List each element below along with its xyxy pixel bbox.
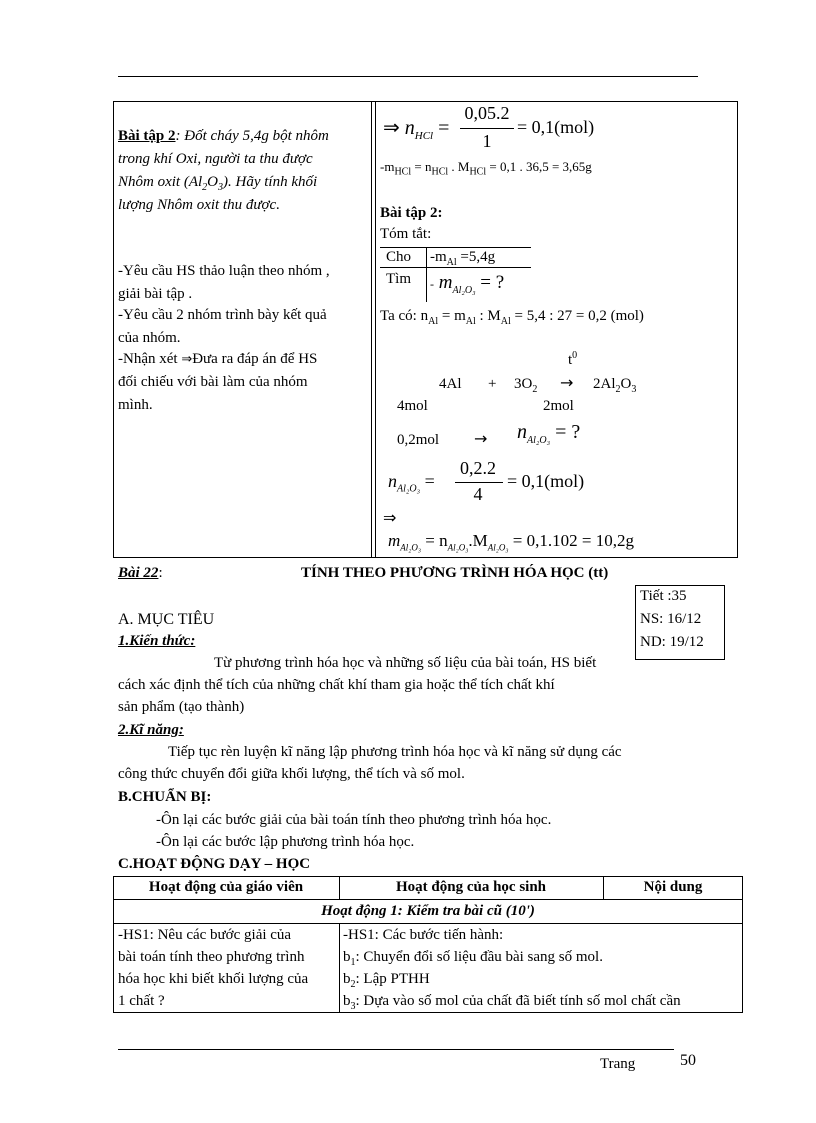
teacher-line-1b: giải bài tập . — [118, 286, 193, 302]
prep-line-2: -Ôn lại các bước lập phương trình hóa học. — [156, 834, 415, 850]
table-header-student: Hoạt động của học sinh — [395, 879, 547, 895]
eq-4al: 4Al — [439, 376, 462, 392]
student-line-b2: $b_2$: Lập PTHH — [343, 971, 430, 990]
skill-line-1: Tiếp tục rèn luyện kĩ năng lập phương trình hóa học và kĩ năng sử dụng các — [168, 744, 622, 760]
teacher-line-1a: -Yêu cầu HS thảo luận theo nhóm , — [118, 263, 330, 279]
taco-line: Ta có: $n_{Al} = m_{Al}$ : $M_{Al} = 5,4$ : 27 = 0,2 (mol) — [380, 308, 644, 327]
section-b: B.CHUẨN BỊ: — [118, 789, 212, 805]
info-nd: ND: 19/12 — [640, 634, 704, 650]
skill-line-2: công thức chuyển đổi giữa khối lượng, thể tích và số mol. — [118, 766, 465, 782]
summary-divider — [426, 247, 427, 302]
exercise-line-3: Nhôm oxit $(Al_2O_3)$. Hãy tính khối — [118, 174, 318, 193]
table-header-rule — [113, 899, 743, 900]
implies-icon: ⇒ — [181, 352, 193, 367]
exercise-box-divider — [371, 101, 372, 558]
lesson-title: TÍNH THEO PHƯƠNG TRÌNH HÓA HỌC (tt) — [301, 565, 609, 581]
section-c: C.HOẠT ĐỘNG DẠY – HỌC — [118, 856, 311, 872]
eq-plus: + — [488, 376, 497, 392]
exercise-line-4: lượng Nhôm oxit thu được. — [118, 197, 280, 213]
table-activity-rule — [113, 923, 743, 924]
t0-label: $t^0$ — [568, 350, 578, 368]
table-header-content: Nội dung — [643, 879, 703, 895]
teacher-q-line-1: -HS1: Nêu các bước giải của — [118, 927, 292, 943]
info-tiet: Tiết :35 — [640, 588, 687, 604]
fraction-1-denominator: 1 — [482, 131, 492, 151]
summary-title: Tóm tắt: — [380, 226, 432, 242]
ratio-arrow-icon: → — [474, 429, 488, 448]
tim-label: Tìm — [386, 271, 411, 287]
m-al2o3-final: $m_{Al_2O_3} = n_{Al_2O_3}.M_{Al_2O_3} = 0,1.102 = 10,2g$ — [388, 531, 634, 553]
activity-title: Hoạt động 1: Kiểm tra bài cũ (10') — [321, 903, 535, 919]
reaction-arrow-icon: → — [560, 373, 574, 392]
fraction-2-numerator: 0,2.2 — [460, 458, 496, 478]
teacher-line-3d: mình. — [118, 397, 153, 413]
teacher-line-2a: -Yêu cầu 2 nhóm trình bày kết quả — [118, 307, 327, 323]
teacher-q-line-2: bài toán tính theo phương trình — [118, 949, 305, 965]
info-ns: NS: 16/12 — [640, 611, 702, 627]
mol-2: 2mol — [543, 398, 574, 414]
section-1: 1.Kiến thức: — [118, 633, 196, 649]
exercise-label: Bài tập 2 — [118, 128, 176, 144]
student-line-1: -HS1: Các bước tiến hành: — [343, 927, 504, 943]
footer-page-label: Trang — [600, 1056, 636, 1072]
tim-value: - $m_{Al_2O_3}$ = ? — [430, 272, 505, 296]
mol-02: 0,2mol — [397, 432, 440, 448]
teacher-line-2b: của nhóm. — [118, 330, 181, 346]
fraction-2-denominator: 4 — [473, 484, 483, 504]
mass-hcl-line: $-m_{HCl} = n_{HCl}$ . $M_{HCl} = 0,1$ . 36,5 = 3,65g — [380, 159, 592, 178]
exercise-line-2: trong khí Oxi, người ta thu được — [118, 151, 313, 167]
teacher-line-3a: -Nhận xét ⇒Đưa ra đáp án để HS — [118, 351, 318, 367]
student-line-b3: $b_3$: Dựa vào số mol của chất đã biết tính số mol chất cần — [343, 993, 681, 1012]
nhcl-formula: ⇒ $n_{HCl}$ = — [383, 115, 450, 142]
lesson-label: Bài 22: — [118, 565, 163, 581]
fraction-1-bar — [460, 128, 514, 129]
header-rule — [118, 76, 698, 77]
eq-3o2: $3O_2$ — [514, 376, 538, 395]
table-header-teacher: Hoạt động của giáo viên — [148, 879, 304, 895]
cho-value: $-m_{Al} =5,4g$ — [430, 249, 496, 268]
fraction-2-result: = 0,1(mol) — [507, 471, 585, 491]
table-col-divider-1b — [339, 923, 340, 1013]
implies-icon: ⇒ — [383, 115, 400, 139]
n-al2o3-unknown: $n_{Al_2O_3}$ = ? — [517, 421, 581, 446]
teacher-line-3c: đối chiếu với bài làm của nhóm — [118, 374, 308, 390]
knowledge-line-1: Từ phương trình hóa học và những số liệu của bài toán, HS biết — [214, 655, 597, 671]
n-al2o3-label: $n_{Al_2O_3}$ = — [388, 471, 435, 495]
footer-page-number: 50 — [680, 1052, 696, 1069]
implies-icon-2: ⇒ — [383, 508, 397, 527]
section-2: 2.Kĩ năng: — [118, 722, 184, 738]
bt2-title: Bài tập 2: — [380, 205, 443, 221]
knowledge-line-2: cách xác định thể tích của những chất khí tham gia hoặc thể tích chất khí — [118, 677, 555, 693]
mol-4: 4mol — [397, 398, 428, 414]
fraction-2-bar — [455, 482, 503, 483]
eq-2al2o3: $2Al_2O_3$ — [593, 376, 637, 395]
knowledge-line-3: sản phẩm (tạo thành) — [118, 699, 245, 715]
fraction-1-result: = 0,1(mol) — [517, 117, 595, 137]
section-a: A. MỤC TIÊU — [118, 611, 215, 628]
exercise-box-divider-2 — [375, 101, 376, 558]
cho-label: Cho — [386, 249, 412, 265]
exercise-line-1: Bài tập 2: Đốt cháy 5,4g bột nhôm — [118, 128, 329, 144]
footer-rule — [118, 1049, 674, 1050]
prep-line-1: -Ôn lại các bước giải của bài toán tính theo phương trình hóa học. — [156, 812, 552, 828]
teacher-q-line-3: hóa học khi biết khối lượng của — [118, 971, 309, 987]
fraction-1-numerator: 0,05.2 — [464, 103, 510, 123]
student-line-b1: $b_1$: Chuyển đổi số liệu đầu bài sang số mol. — [343, 949, 603, 968]
teacher-q-line-4: 1 chất ? — [118, 993, 165, 1009]
summary-rule-top — [380, 247, 531, 248]
